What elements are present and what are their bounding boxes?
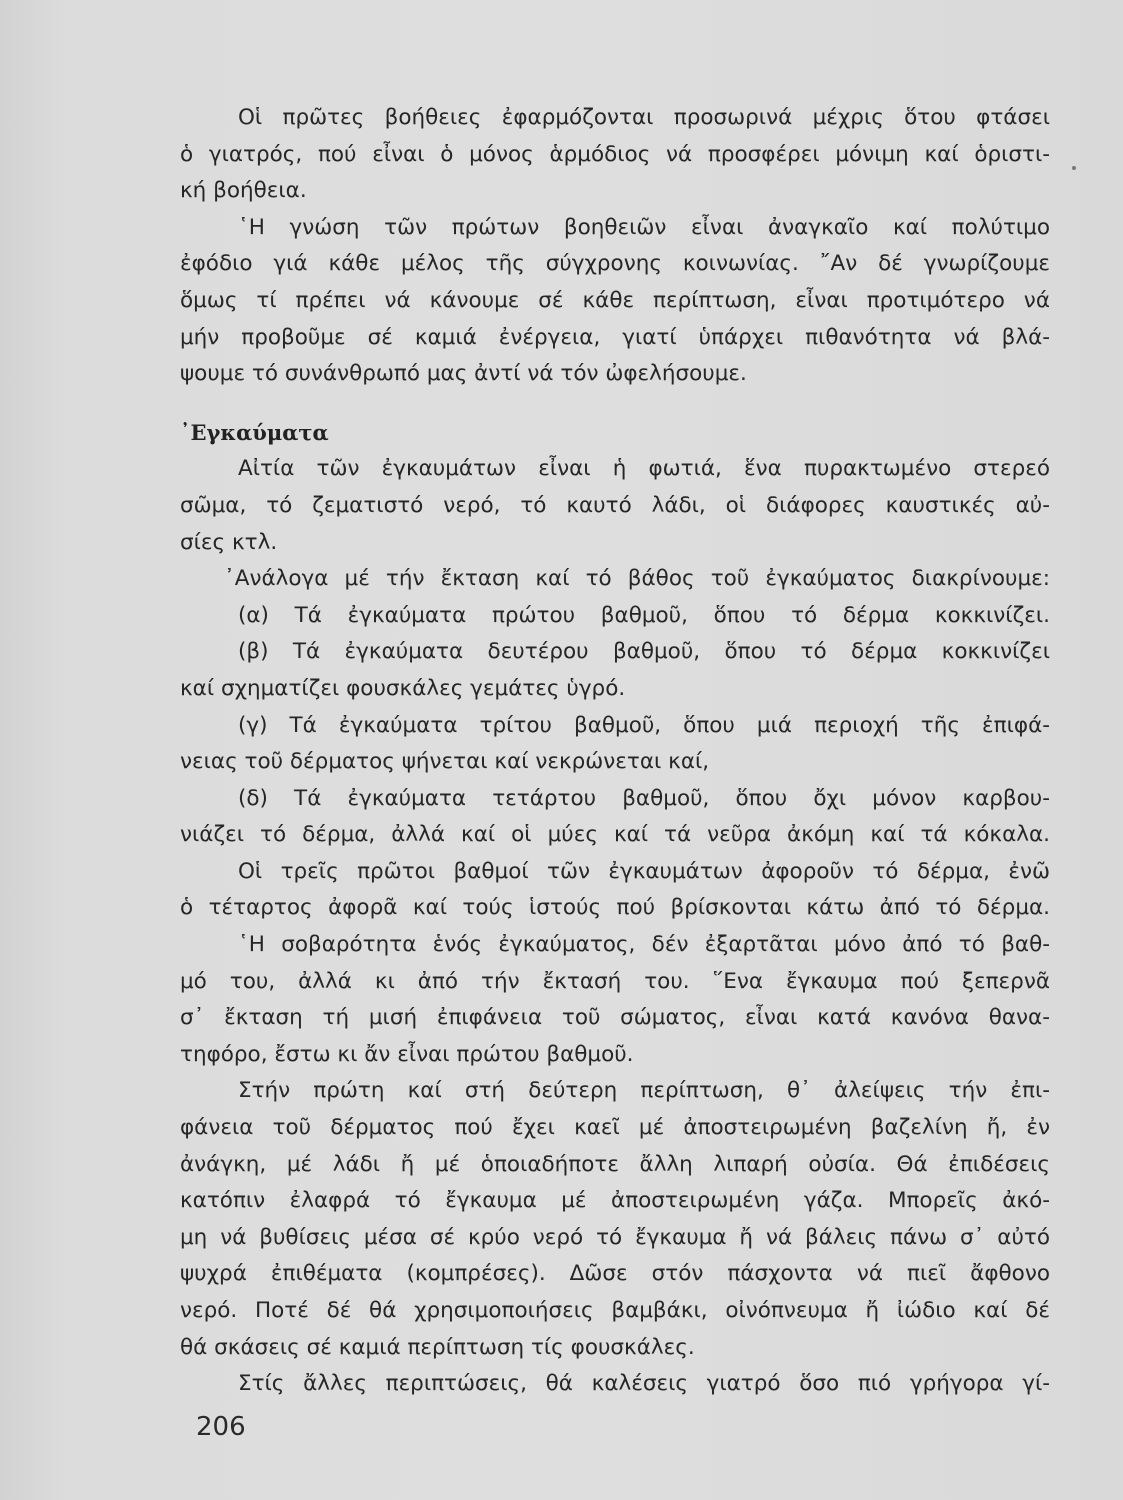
text-line: κή βοήθεια. bbox=[180, 178, 307, 204]
text-line: ψυχρά ἐπιθέματα (κομπρέσες). Δῶσε στόν πάσχοντα νά πιεῖ ἄφθονο bbox=[180, 1261, 1050, 1287]
page-text bbox=[180, 100, 1050, 1403]
text-line: Οἱ πρῶτες βοήθειες ἐφαρμόζονται προσωρινά μέχρις ὅτου φτάσει bbox=[238, 105, 1050, 130]
text-line: νερό. Ποτέ δέ θά χρησιμοποιήσεις βαμβάκι, οἰνόπνευμα ἤ ἰώδιο καί δέ bbox=[180, 1298, 1050, 1323]
text-line: μό του, ἀλλά κι ἀπό τήν ἔκτασή του. ῞Ενα ἔγκαυμα πού ξεπερνᾶ bbox=[180, 968, 1050, 994]
text-line: μήν προβοῦμε σέ καμιά ἐνέργεια, γιατί ὑπάρχει πιθανότητα νά βλά- bbox=[180, 324, 1050, 350]
text-line: σίες κτλ. bbox=[180, 529, 278, 555]
text-line: ὁ γιατρός, πού εἶναι ὁ μόνος ἁρμόδιος νά προσφέρει μόνιμη καί ὁριστι- bbox=[180, 141, 1050, 167]
text-line: (γ) Τά ἐγκαύματα τρίτου βαθμοῦ, ὅπου μιά περιοχή τῆς ἐπιφά- bbox=[238, 712, 1050, 738]
text-line: Στίς ἄλλες περιπτώσεις, θά καλέσεις γιατρό ὅσο πιό γρήγορα γί- bbox=[238, 1371, 1050, 1397]
section-gap bbox=[180, 393, 1050, 415]
text-line: Στήν πρώτη καί στή δεύτερη περίπτωση, θ᾿ ἀλείψεις τήν ἐπι- bbox=[238, 1078, 1050, 1104]
text-line: ῾Η γνώση τῶν πρώτων βοηθειῶν εἶναι ἀναγκαῖο καί πολύτιμο bbox=[238, 214, 1050, 240]
text-line: θά σκάσεις σέ καμιά περίπτωση τίς φουσκάλες. bbox=[180, 1334, 695, 1360]
text-line: φάνεια τοῦ δέρματος πού ἔχει καεῖ μέ ἀποστειρωμένη βαζελίνη ἤ, ἐν bbox=[180, 1115, 1050, 1141]
text-line: Αἰτία τῶν ἐγκαυμάτων εἶναι ἡ φωτιά, ἕνα πυρακτωμένο στερεό bbox=[238, 456, 1050, 482]
text-line: μη νά βυθίσεις μέσα σέ κρύο νερό τό ἔγκαυμα ἤ νά βάλεις πάνω σ᾿ αὐτό bbox=[180, 1224, 1050, 1250]
page-number: 206 bbox=[196, 1412, 246, 1442]
section-heading: ᾿Εγκαύματα bbox=[180, 419, 329, 445]
text-line: σῶμα, τό ζεματιστό νερό, τό καυτό λάδι, οἱ διάφορες καυστικές αὐ- bbox=[180, 492, 1050, 518]
text-line: ἐφόδιο γιά κάθε μέλος τῆς σύγχρονης κοινωνίας. ῎Αν δέ γνωρίζουμε bbox=[180, 251, 1050, 277]
text-line: νειας τοῦ δέρματος ψήνεται καί νεκρώνεται καί, bbox=[180, 749, 710, 775]
print-speck bbox=[1072, 166, 1076, 170]
text-line: Οἱ τρεῖς πρῶτοι βαθμοί τῶν ἐγκαυμάτων ἀφοροῦν τό δέρμα, ἐνῶ bbox=[238, 858, 1050, 884]
text-line: ᾿Ανάλογα μέ τήν ἔκταση καί τό βάθος τοῦ ἐγκαύματος διακρίνουμε: bbox=[224, 566, 1050, 592]
text-line: νιάζει τό δέρμα, ἀλλά καί οἱ μύες καί τά νεῦρα ἀκόμη καί τά κόκαλα. bbox=[180, 822, 1050, 848]
text-line: (δ) Τά ἐγκαύματα τετάρτου βαθμοῦ, ὅπου ὄχι μόνον καρβου- bbox=[238, 785, 1050, 811]
text-line: (α) Τά ἐγκαύματα πρώτου βαθμοῦ, ὅπου τό δέρμα κοκκινίζει. bbox=[238, 602, 1050, 628]
text-line: καί σχηματίζει φουσκάλες γεμάτες ὑγρό. bbox=[180, 675, 626, 701]
text-line: ψουμε τό συνάνθρωπό μας ἀντί νά τόν ὠφελήσουμε. bbox=[180, 361, 747, 387]
text-line: τηφόρο, ἔστω κι ἄν εἶναι πρώτου βαθμοῦ. bbox=[180, 1041, 634, 1067]
text-line: (β) Τά ἐγκαύματα δευτέρου βαθμοῦ, ὅπου τό δέρμα κοκκινίζει bbox=[238, 639, 1050, 665]
text-line: κατόπιν ἐλαφρά τό ἔγκαυμα μέ ἀποστειρωμένη γάζα. Μπορεῖς ἀκό- bbox=[180, 1188, 1050, 1214]
text-line: ἀνάγκη, μέ λάδι ἤ μέ ὁποιαδήποτε ἄλλη λιπαρή οὐσία. Θά ἐπιδέσεις bbox=[180, 1151, 1050, 1177]
text-line: ὅμως τί πρέπει νά κάνουμε σέ κάθε περίπτωση, εἶναι προτιμότερο νά bbox=[180, 287, 1050, 313]
text-line: ὁ τέταρτος ἀφορᾶ καί τούς ἱστούς πού βρίσκονται κάτω ἀπό τό δέρμα. bbox=[180, 895, 1050, 921]
text-line: σ᾿ ἔκταση τή μισή ἐπιφάνεια τοῦ σώματος, εἶναι κατά κανόνα θανα- bbox=[180, 1005, 1050, 1031]
text-line: ῾Η σοβαρότητα ἑνός ἐγκαύματος, δέν ἐξαρτᾶται μόνο ἀπό τό βαθ- bbox=[238, 932, 1050, 958]
